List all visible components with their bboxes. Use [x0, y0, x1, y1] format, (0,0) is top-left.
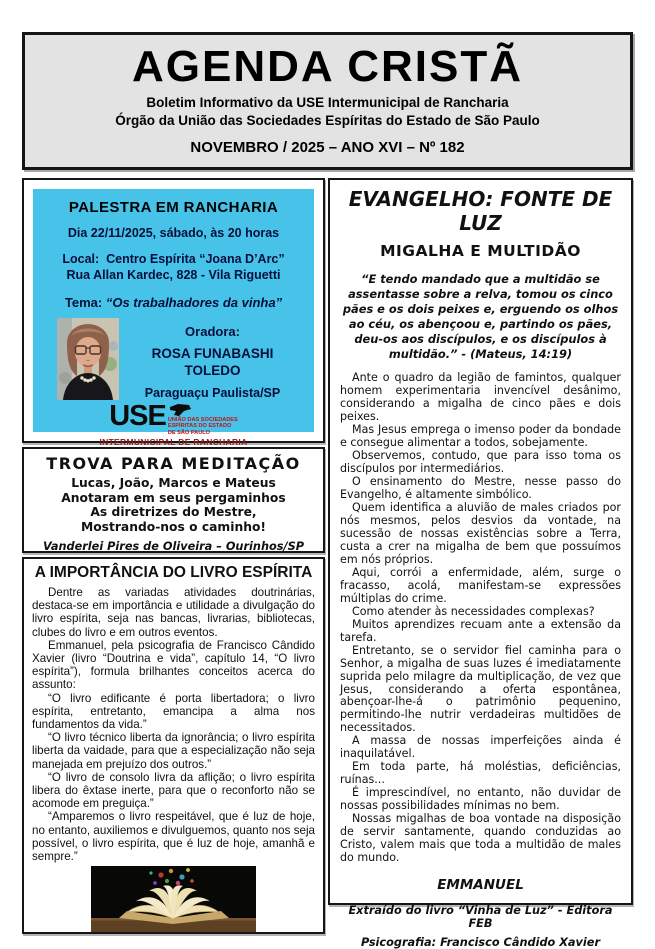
left-article-paragraph: Dentre as variadas atividades doutrinárias, destaca-se em importância e utilidade a divulgação do livro espírita, seja nas bancas, livrarias, bibliotecas, clubes do livro e em outros eventos. — [32, 585, 315, 639]
newsletter-subtitle-1: Boletim Informativo da USE Intermunicipal de Rancharia — [146, 94, 509, 110]
newsletter-title: AGENDA CRISTÃ — [131, 42, 524, 91]
evangelho-paragraph: Quem identifica a aluvião de males criados por nós mesmos, pelos desvios da vontade, na sucessão de nossas existências sobre a Terra, custa a crer na migalha de bem que possuímos em nós próprios. — [340, 500, 621, 566]
gospel-quote: “E tendo mandado que a multidão se assentasse sobre a relva, tomou os cinco pães e os dois peixes e, erguendo os olhos ao céu, os abençoou e, partindo os pães, deu-os aos discípulos, e os discípulos à multidão.” - (Mateus, 14:19) — [342, 271, 619, 362]
evangelho-paragraph: Nossas migalhas de boa vontade na disposição de servir santamente, quando conduzidas ao Cristo, valem mais que toda a multidão de males do mundo. — [340, 812, 621, 865]
speaker-city: Paraguaçu Paulista/SP — [144, 385, 281, 400]
left-article-paragraph: Emmanuel, pela psicografia de Francisco Cândido Xavier (livro “Doutrina e vida”, capítulo 14, “O livro espírita”), formula brilhantes conceitos acerca do assunto: — [32, 638, 315, 692]
flyer-date: Dia 22/11/2025, sábado, às 20 horas — [67, 225, 280, 240]
flyer-location-line1: Local: Centro Espírita “Joana D’Arc” — [62, 252, 285, 267]
open-book-illustration — [91, 866, 256, 932]
flyer-location — [33, 251, 314, 284]
evangelho-paragraph: Como atender às necessidades complexas? — [352, 604, 595, 618]
speaker-name: ROSA FUNABASHI TOLEDO — [151, 345, 274, 379]
trova-verse-line: Mostrando-nos o caminho! — [80, 520, 267, 535]
evangelho-paragraph: A massa de nossas imperfeições ainda é inaquilatável. — [340, 734, 621, 761]
masthead — [22, 32, 633, 170]
use-logo — [33, 399, 314, 448]
lecture-flyer — [33, 189, 314, 448]
speaker-info — [129, 318, 296, 400]
use-logo-row — [33, 399, 314, 436]
evangelho-paragraph: É imprescindível, no entanto, não duvidar de nossas possibilidades mínimas no bem. — [340, 786, 621, 813]
evangelho-paragraph: Em toda parte, há moléstias, deficiências, ruínas... — [340, 760, 621, 787]
left-column — [22, 178, 325, 905]
trova-verse-line: Lucas, João, Marcos e Mateus — [71, 475, 276, 490]
content-columns — [22, 178, 633, 949]
flyer-theme-title: “Os trabalhadores da vinha” — [105, 294, 283, 310]
speaker-label: Oradora: — [185, 323, 240, 339]
source-book: Extraído do livro “Vinha de Luz” - Editora FEB — [348, 904, 613, 931]
evangelho-paragraph: Mas Jesus emprega o imenso poder da bondade e consegue alimentar a todos, sobejamente. — [340, 423, 621, 450]
evangelho-paragraph: O ensinamento do Mestre, nesse passo do Evangelho, é altamente simbólico. — [340, 475, 621, 501]
trova-verse-line: Anotaram em seus pergaminhos — [61, 490, 286, 505]
use-logo-org-line: DE SÃO PAULO — [167, 429, 211, 436]
evangelho-paragraph: Entretanto, se o servidor fiel caminha para o Senhor, a migalha de suas luzes é imediatamente suprida pelo milagre da multiplicação, de vez que Jesus, considerando a oferta espontânea, abençoar-lhe-á o patrimônio pequenino, permitindo-lhe nutrir verdadeiras multidões de necessitados. — [340, 643, 621, 735]
lecture-flyer-box — [22, 178, 325, 448]
use-logo-right — [168, 403, 238, 436]
use-logo-org-line: ESPÍRITAS DO ESTADO — [167, 423, 232, 430]
left-article-body — [32, 586, 315, 863]
use-logo-region: INTERMUNICIPAL DE RANCHARIA — [99, 437, 248, 448]
sao-paulo-map-icon — [168, 403, 192, 417]
left-article-section — [22, 557, 325, 934]
speaker-row — [33, 318, 314, 400]
evangelho-section — [328, 178, 633, 949]
use-logo-org-lines — [168, 417, 238, 436]
evangelho-body — [340, 372, 621, 865]
use-logo-org-line: UNIÃO DAS SOCIEDADES — [167, 416, 238, 423]
source-psychography: Psicografia: Francisco Cândido Xavier — [360, 936, 601, 949]
evangelho-paragraph: Observemos, contudo, que para isso toma os discípulos por intermediários. — [340, 449, 621, 476]
flyer-theme — [33, 295, 314, 310]
signature: EMMANUEL — [437, 877, 524, 894]
flyer-title: PALESTRA EM RANCHARIA — [68, 198, 279, 216]
flyer-theme-label: Tema: — [64, 294, 106, 310]
left-article-paragraph: “O livro técnico liberta da ignorância; o livro espírita liberta da vaidade, para que a especialização não seja manejada em prejuízo dos outros.” — [32, 731, 315, 771]
trova-title: TROVA PARA MEDITAÇÃO — [46, 453, 301, 473]
left-article-paragraph: “Amparemos o livro respeitável, que é luz de hoje, no entanto, auxiliemos e divulguemos, quanto nos seja possível, o livro espírita, que é luz de hoje, amanhã e sempre.” — [32, 810, 315, 864]
left-article-paragraph: “O livro edificante é porta libertadora; o livro espírita, entretanto, emancipa a alma nos fundamentos da vida.” — [32, 691, 315, 731]
evangelho-paragraph: Muitos aprendizes recuam ante a extensão da tarefa. — [340, 617, 621, 644]
trova-section — [22, 447, 325, 553]
evangelho-paragraph: Ante o quadro da legião de famintos, qualquer homem experimentaria invencível desânimo, considerando a migalha de cinco pães e dois peixes. — [340, 371, 621, 424]
edition-line: NOVEMBRO / 2025 – ANO XVI – Nº 182 — [190, 138, 465, 156]
use-logo-acronym: USE — [109, 399, 166, 432]
flyer-location-line2: Rua Allan Kardec, 828 - Vila Riguetti — [66, 268, 281, 283]
newsletter-subtitle-2: Órgão da União das Sociedades Espíritas do Estado de São Paulo — [115, 113, 540, 129]
speaker-photo — [57, 318, 119, 400]
evangelho-title: EVANGELHO: FONTE DE LUZ — [348, 186, 613, 235]
trova-verse — [24, 476, 323, 535]
evangelho-paragraph: Aqui, corrói a enfermidade, além, surge o fracasso, acolá, manifestam-se expressões múltiplas do crime. — [340, 565, 621, 605]
left-article-paragraph: “O livro de consolo livra da aflição; o livro espírita libera do êxtase inerte, para que o reconforto não se acomode em preguiça.” — [32, 770, 315, 811]
trova-author: Vanderlei Pires de Oliveira – Ourinhos/SP — [42, 539, 305, 553]
evangelho-subtitle: MIGALHA E MULTIDÃO — [380, 241, 581, 260]
trova-verse-line: As diretrizes do Mestre, — [90, 505, 257, 520]
left-article-title: A IMPORTÂNCIA DO LIVRO ESPÍRITA — [34, 563, 313, 581]
